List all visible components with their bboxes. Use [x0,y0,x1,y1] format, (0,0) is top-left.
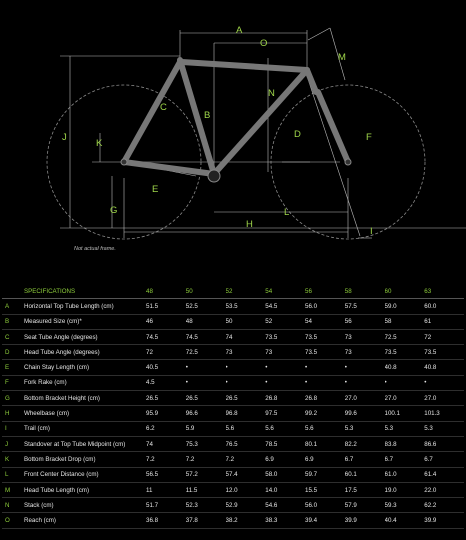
row-value: 58 [385,314,425,329]
row-value: 59.7 [305,467,345,482]
frame-geometry-diagram [0,0,466,262]
table-row [2,498,464,513]
row-value: 6.9 [305,452,345,467]
row-name: Measured Size (cm)* [24,314,146,329]
row-key: H [2,406,24,421]
row-value: • [186,360,226,375]
row-value: 52.3 [186,498,226,513]
size-header: 60 [385,284,425,299]
row-value: 46 [146,314,186,329]
size-header: 63 [424,284,464,299]
label-c: C [160,102,167,113]
row-value: 60.0 [424,299,464,314]
row-value: 6.2 [146,421,186,436]
specifications-body [2,299,464,528]
label-l: L [284,207,290,218]
table-row [2,360,464,375]
table-row [2,513,464,528]
row-value: 5.6 [226,421,266,436]
row-value: 72 [146,345,186,360]
row-value: 40.8 [424,360,464,375]
row-value: 40.4 [385,513,425,528]
table-row [2,452,464,467]
row-name: Bottom Bracket Drop (cm) [24,452,146,467]
row-value: 73 [345,329,385,344]
table-row [2,482,464,497]
row-value: 17.5 [345,482,385,497]
row-value: 100.1 [385,406,425,421]
row-value: 56 [345,314,385,329]
row-value: 7.2 [226,452,266,467]
table-row [2,375,464,390]
row-value: 27.0 [385,391,425,406]
row-value: 26.5 [186,391,226,406]
row-value: 74.5 [186,329,226,344]
row-value: 73 [265,345,305,360]
row-value: 7.2 [186,452,226,467]
row-value: 96.8 [226,406,266,421]
row-value: 39.9 [424,513,464,528]
front-hub [345,159,351,165]
size-header: 54 [265,284,305,299]
row-value: 73.5 [265,329,305,344]
row-value: 4.5 [146,375,186,390]
row-value: 52.9 [226,498,266,513]
row-name: Wheelbase (cm) [24,406,146,421]
label-f: F [366,132,372,143]
row-value: 95.9 [146,406,186,421]
table-row [2,421,464,436]
row-value: 6.7 [424,452,464,467]
row-value: • [305,360,345,375]
row-name: Horizontal Top Tube Length (cm) [24,299,146,314]
row-value: 56.0 [305,498,345,513]
not-actual-frame-note: Not actual frame. [74,246,116,252]
row-name: Head Tube Angle (degrees) [24,345,146,360]
row-value: 6.9 [265,452,305,467]
row-value: • [385,375,425,390]
row-value: 59.3 [385,498,425,513]
row-value: 96.6 [186,406,226,421]
row-value: 12.0 [226,482,266,497]
bottom-bracket [208,170,220,182]
row-value: 62.2 [424,498,464,513]
row-value: 75.3 [186,436,226,451]
row-name: Head Tube Length (cm) [24,482,146,497]
row-value: 73 [345,345,385,360]
rear-hub [121,159,127,165]
row-value: 54.5 [265,299,305,314]
row-value: 61 [424,314,464,329]
row-value: 57.2 [186,467,226,482]
row-name: Trail (cm) [24,421,146,436]
row-value: 101.3 [424,406,464,421]
row-value: 6.7 [345,452,385,467]
row-value: 72.5 [186,345,226,360]
row-key: J [2,436,24,451]
table-row [2,406,464,421]
row-value: 39.9 [345,513,385,528]
row-value: 19.0 [385,482,425,497]
row-name: Reach (cm) [24,513,146,528]
row-value: 73.5 [385,345,425,360]
dimension-lines [60,28,466,238]
row-value: 72.5 [385,329,425,344]
row-value: 86.6 [424,436,464,451]
row-name: Fork Rake (cm) [24,375,146,390]
row-value: • [226,375,266,390]
label-h: H [246,219,253,230]
label-b: B [204,110,211,121]
row-value: 99.2 [305,406,345,421]
row-value: 76.5 [226,436,266,451]
row-value: 73 [226,345,266,360]
row-value: 27.0 [345,391,385,406]
row-value: 58.0 [265,467,305,482]
size-header: 58 [345,284,385,299]
row-key: N [2,498,24,513]
row-value: 37.8 [186,513,226,528]
size-header: 52 [226,284,266,299]
row-value: 52 [265,314,305,329]
row-name: Front Center Distance (cm) [24,467,146,482]
table-row [2,329,464,344]
row-key: L [2,467,24,482]
row-value: 15.5 [305,482,345,497]
row-value: • [345,360,385,375]
table-row [2,391,464,406]
row-value: 14.0 [265,482,305,497]
size-header: 50 [186,284,226,299]
row-value: 61.4 [424,467,464,482]
label-k: K [96,138,103,149]
row-value: 52.5 [186,299,226,314]
row-value: 73.5 [305,329,345,344]
row-key: B [2,314,24,329]
row-key: O [2,513,24,528]
row-value: 74.5 [146,329,186,344]
label-i: I [370,226,373,237]
row-key: M [2,482,24,497]
row-value: • [345,375,385,390]
row-value: 60.1 [345,467,385,482]
row-value: 5.6 [305,421,345,436]
row-value: 83.8 [385,436,425,451]
row-value: 26.8 [265,391,305,406]
specifications-header: SPECIFICATIONS [2,284,146,299]
row-value: 11 [146,482,186,497]
row-key: C [2,329,24,344]
row-name: Bottom Bracket Height (cm) [24,391,146,406]
row-value: 11.5 [186,482,226,497]
table-row [2,467,464,482]
table-row [2,345,464,360]
row-key: I [2,421,24,436]
row-value: 39.4 [305,513,345,528]
row-value: 7.2 [146,452,186,467]
row-value: 26.5 [146,391,186,406]
row-name: Seat Tube Angle (degrees) [24,329,146,344]
label-d: D [294,129,301,140]
label-m: M [338,52,346,63]
row-value: 50 [226,314,266,329]
row-value: 22.0 [424,482,464,497]
size-header: 48 [146,284,186,299]
table-row [2,436,464,451]
row-name: Chain Stay Length (cm) [24,360,146,375]
row-value: 5.9 [186,421,226,436]
bike-frame [124,60,348,174]
row-value: • [424,375,464,390]
row-value: 72 [424,329,464,344]
row-value: 97.5 [265,406,305,421]
row-value: 51.7 [146,498,186,513]
row-value: • [265,360,305,375]
row-value: 54.6 [265,498,305,513]
row-value: 74 [226,329,266,344]
table-header-row [2,284,464,299]
row-value: 80.1 [305,436,345,451]
row-value: 53.5 [226,299,266,314]
row-value: 5.6 [265,421,305,436]
row-value: 54 [305,314,345,329]
row-value: 73.5 [305,345,345,360]
row-name: Standover at Top Tube Midpoint (cm) [24,436,146,451]
row-value: 73.5 [424,345,464,360]
row-key: E [2,360,24,375]
label-n: N [268,88,275,99]
row-value: 5.3 [345,421,385,436]
specifications-table [2,284,464,529]
row-value: 57.5 [345,299,385,314]
row-value: 40.5 [146,360,186,375]
row-value: • [265,375,305,390]
row-key: D [2,345,24,360]
row-value: 56.5 [146,467,186,482]
table-row [2,314,464,329]
row-value: 78.5 [265,436,305,451]
label-g: G [110,205,118,216]
row-value: 59.0 [385,299,425,314]
row-value: 6.7 [385,452,425,467]
row-value: 74 [146,436,186,451]
table-row [2,299,464,314]
row-value: 40.8 [385,360,425,375]
row-value: 5.3 [424,421,464,436]
row-value: 27.0 [424,391,464,406]
row-value: 56.0 [305,299,345,314]
row-value: 5.3 [385,421,425,436]
row-value: 61.0 [385,467,425,482]
row-value: 99.6 [345,406,385,421]
row-value: 82.2 [345,436,385,451]
row-value: 48 [186,314,226,329]
row-value: • [226,360,266,375]
label-a: A [236,25,243,36]
row-value: 26.8 [305,391,345,406]
row-value: 57.9 [345,498,385,513]
row-value: 57.4 [226,467,266,482]
row-value: 38.3 [265,513,305,528]
row-key: A [2,299,24,314]
row-name: Stack (cm) [24,498,146,513]
size-header: 56 [305,284,345,299]
row-value: • [186,375,226,390]
label-o: O [260,38,268,49]
row-key: F [2,375,24,390]
row-value: 51.5 [146,299,186,314]
row-key: K [2,452,24,467]
row-value: 26.5 [226,391,266,406]
row-value: 36.8 [146,513,186,528]
row-value: • [305,375,345,390]
label-j: J [62,132,67,143]
label-e: E [152,184,159,195]
row-key: G [2,391,24,406]
row-value: 38.2 [226,513,266,528]
